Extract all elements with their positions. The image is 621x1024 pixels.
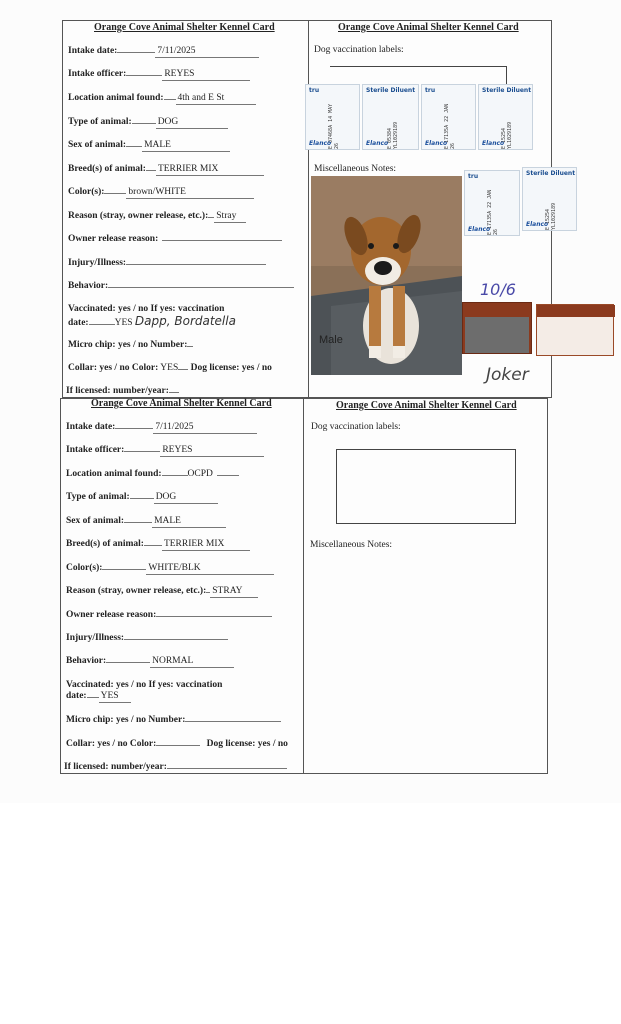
vaccine-tag-1: tru E 07468A 14 MAY 26 Elanco <box>305 84 360 150</box>
vaccine-tag-6: Sterile Diluent E 15254 YL1029189 Elanco <box>522 167 577 231</box>
card-1-location: Location animal found: 4th and E St <box>68 92 256 105</box>
card-2-divider <box>303 398 304 774</box>
card-1-microchip: Micro chip: yes / no Number: <box>68 339 193 351</box>
card-1-intake-date: Intake date: 7/11/2025 <box>68 45 259 58</box>
rabies-tag-2 <box>536 304 614 356</box>
card-2-owner-release: Owner release reason: <box>66 609 272 621</box>
card-2-breed: Breed(s) of animal: TERRIER MIX <box>66 538 250 551</box>
card-2-misc-notes-heading: Miscellaneous Notes: <box>310 540 393 550</box>
card-2-vacc-label-box <box>336 449 516 524</box>
card-2-microchip: Micro chip: yes / no Number: <box>66 714 281 726</box>
card-1-vaccination-date: date: YES Dapp, Bordatella <box>68 314 236 328</box>
dog-photo <box>311 176 462 375</box>
card-1-color: Color(s): brown/WHITE <box>68 186 254 199</box>
card-1-type: Type of animal: DOG <box>68 116 228 129</box>
photo-caption: Male <box>319 334 343 346</box>
card-2-sex: Sex of animal: MALE <box>66 515 226 528</box>
handwritten-name: Joker <box>486 365 529 385</box>
card-2-right-title: Orange Cove Animal Shelter Kennel Card <box>336 400 517 411</box>
card-2-location: Location animal found: OCPD <box>66 468 239 480</box>
card-2-licensed: If licensed: number/year: <box>64 761 287 773</box>
card-1-reason: Reason (stray, owner release, etc.): Stray <box>68 210 246 223</box>
card-1-vaccinated: Vaccinated: yes / no If yes: vaccination <box>68 304 225 314</box>
card-2-color: Color(s): WHITE/BLK <box>66 562 274 575</box>
card-2-vacc-labels-heading: Dog vaccination labels: <box>311 422 401 432</box>
card-2-vaccinated: Vaccinated: yes / no If yes: vaccination <box>66 680 223 690</box>
rabies-tag-1 <box>462 302 532 354</box>
card-2-intake-date: Intake date: 7/11/2025 <box>66 421 257 434</box>
card-2-left-title: Orange Cove Animal Shelter Kennel Card <box>91 398 272 409</box>
handwritten-date: 10/6 <box>480 280 516 299</box>
card-1-injury: Injury/Illness: <box>68 257 266 269</box>
vaccination-handwritten-note: Dapp, Bordatella <box>134 314 236 328</box>
vaccine-tag-5: tru E 17135A 22 JAN 26 Elanco <box>464 170 520 236</box>
card-1-behavior: Behavior: <box>68 280 294 292</box>
card-2-injury: Injury/Illness: <box>66 632 228 644</box>
card-2-reason: Reason (stray, owner release, etc.): STRAY <box>66 585 258 598</box>
card-1-owner-release: Owner release reason: <box>68 233 282 245</box>
card-1-licensed: If licensed: number/year: <box>66 385 179 397</box>
card-2-vaccination-date: date: YES <box>66 690 131 703</box>
card-2-intake-officer: Intake officer: REYES <box>66 444 264 457</box>
vaccine-tag-2: Sterile Diluent E 05384 YL1029189 Elanco <box>362 84 419 150</box>
vaccine-tag-3: tru E 17135A 22 JAN 26 Elanco <box>421 84 476 150</box>
card-1-intake-officer: Intake officer: REYES <box>68 68 250 81</box>
card-2-behavior: Behavior: NORMAL <box>66 655 234 668</box>
card-1-left-title: Orange Cove Animal Shelter Kennel Card <box>94 22 275 33</box>
card-1-misc-notes-heading: Miscellaneous Notes: <box>314 164 397 174</box>
card-1-sex: Sex of animal: MALE <box>68 139 230 152</box>
card-1-vacc-labels-heading: Dog vaccination labels: <box>314 45 404 55</box>
vaccine-tag-4: Sterile Diluent E 15254 YL1029189 Elanco <box>478 84 533 150</box>
card-2-collar: Collar: yes / no Color: Dog license: yes / no <box>66 739 288 749</box>
card-2-type: Type of animal: DOG <box>66 491 218 504</box>
card-1-right-title: Orange Cove Animal Shelter Kennel Card <box>338 22 519 33</box>
card-1-divider <box>308 20 309 398</box>
card-1-breed: Breed(s) of animal: TERRIER MIX <box>68 163 264 176</box>
card-1-collar: Collar: yes / no Color: YES Dog license: yes / no <box>68 363 272 373</box>
